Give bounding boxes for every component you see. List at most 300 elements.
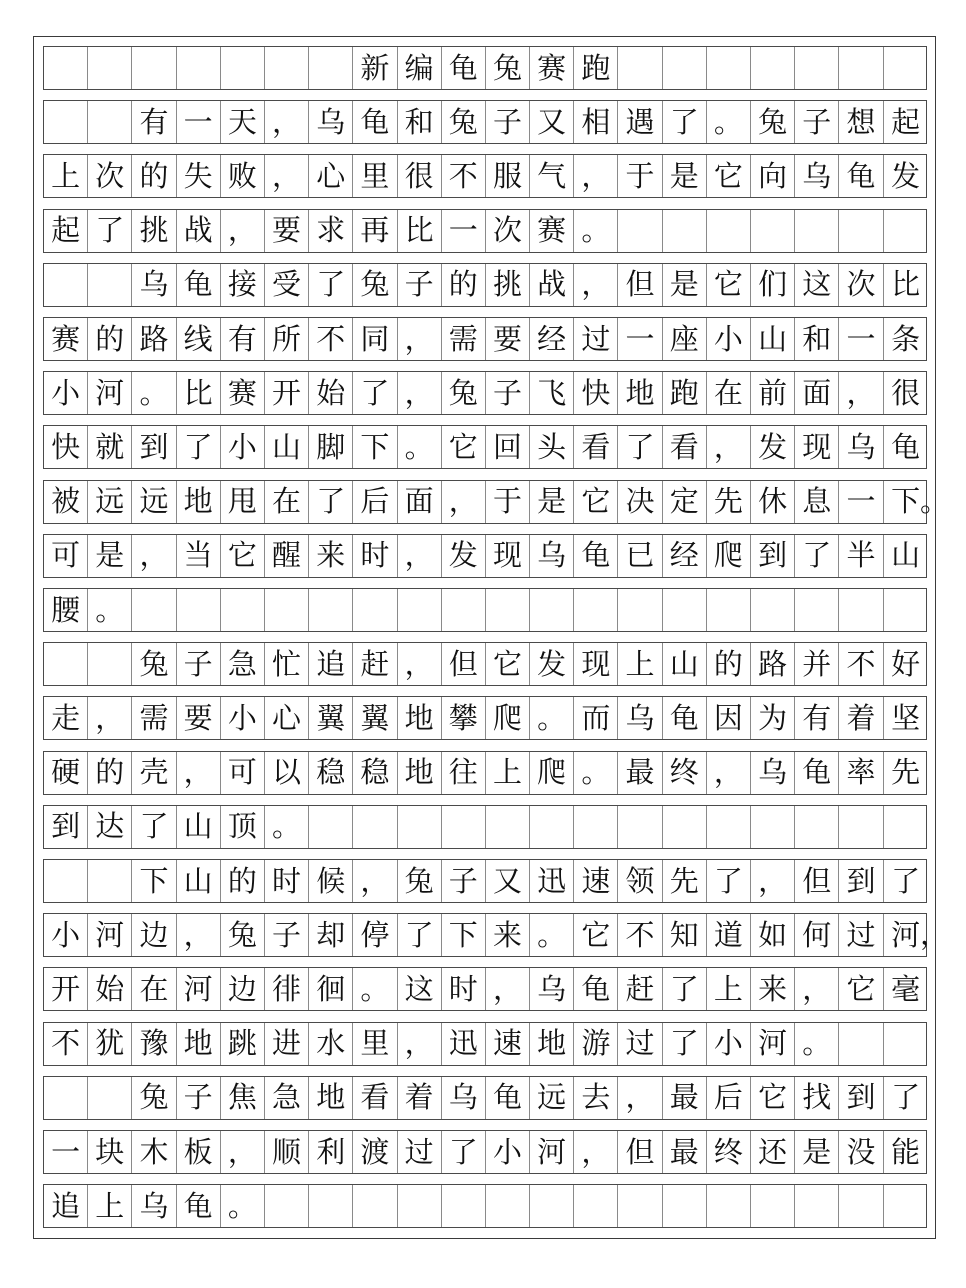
grid-cell-char: 块 [88,1131,132,1173]
grid-cell-char: 可 [44,535,88,577]
grid-cell-char: 顺 [265,1131,309,1173]
grid-cell-char: 龟 [574,535,618,577]
grid-cell-char: 地 [398,752,442,794]
grid-cell-empty [442,806,486,848]
grid-cell-char: ， [442,481,486,523]
grid-cell-char: 头 [530,426,574,468]
grid-cell-char: 乌 [132,1185,176,1227]
grid-cell-char: ， [353,860,397,902]
grid-cell-char: 小 [707,318,751,360]
grid-cell-char: 到 [839,1077,883,1119]
grid-cell-empty [751,806,795,848]
grid-cell-char: 但 [618,264,662,306]
grid-cell-char: 先 [707,481,751,523]
grid-cell-char: 了 [177,426,221,468]
grid-cell-char: ， [707,426,751,468]
grid-row [43,967,927,1011]
grid-cell-char: 它 [442,426,486,468]
grid-cell-char: 山 [751,318,795,360]
grid-cell-char: 兔 [221,914,265,956]
grid-cell-char: 地 [309,1077,353,1119]
grid-cell-char: 了 [618,426,662,468]
grid-cell-char: 乌 [309,101,353,143]
grid-cell-char: 条 [891,321,921,356]
grid-cell-empty [707,210,751,252]
grid-cell-char: 子 [486,101,530,143]
grid-cell-char: 现 [574,643,618,685]
grid-cell-char: 终 [707,1131,751,1173]
grid-cell-char: 山 [663,643,707,685]
grid-cell-empty [309,1185,353,1227]
grid-cell-char: 山 [177,806,221,848]
grid-cell-char: 比 [891,267,921,302]
grid-cell-char: 一 [839,318,883,360]
grid-cell-empty [486,589,530,631]
grid-cell-char: 进 [265,1023,309,1065]
grid-cell-char: 山 [891,538,921,573]
grid-cell-char: 赛 [530,47,574,89]
grid-cell-char: 子 [486,372,530,414]
grid-cell-char: 心 [265,697,309,739]
grid-cell-char: 。 [353,968,397,1010]
grid-cell-empty [839,1023,883,1065]
grid-cell-char: 这 [795,264,839,306]
grid-cell-char: 一 [177,101,221,143]
grid-cell-char: 发 [530,643,574,685]
grid-cell-char: 兔 [398,860,442,902]
grid-row [43,480,927,524]
grid-cell-char: 壳 [132,752,176,794]
grid-cell-empty [309,589,353,631]
grid-cell-char: 爬 [486,697,530,739]
grid-cell-char: 现 [486,535,530,577]
grid-cell-char: 息 [795,481,839,523]
grid-cell-char: 面 [398,481,442,523]
grid-cell-char: 次 [88,155,132,197]
grid-cell-char: 河 [88,914,132,956]
grid-cell-char: 在 [265,481,309,523]
grid-cell-empty [265,1185,309,1227]
grid-cell-char: 走 [44,697,88,739]
grid-cell-char: 迅 [530,860,574,902]
grid-cell-char: 爬 [707,535,751,577]
grid-cell-char: 。 [88,589,132,631]
grid-cell-char: 来 [309,535,353,577]
grid-cell-char: 还 [751,1131,795,1173]
grid-cell-char: 并 [795,643,839,685]
grid-row [43,805,927,849]
grid-cell-char: 发 [442,535,486,577]
grid-cell-char: 能 [891,1134,921,1169]
grid-cell-char: 在 [707,372,751,414]
grid-cell-char: 一 [618,318,662,360]
grid-cell-empty [44,47,88,89]
grid-cell-char: 顶 [221,806,265,848]
grid-cell-char: 经 [663,535,707,577]
grid-cell-char: ， [177,914,221,956]
grid-cell-char: 半 [839,535,883,577]
grid-cell-empty [618,806,662,848]
grid-cell-char: 地 [177,1023,221,1065]
grid-cell-char: 是 [530,481,574,523]
grid-cell-char: 。 [574,752,618,794]
grid-cell-empty [88,101,132,143]
grid-cell-char: 好 [891,646,921,681]
grid-cell-empty [353,806,397,848]
grid-cell-char: 时 [442,968,486,1010]
grid-cell-empty [884,1023,928,1065]
grid-cell-char: 龟 [442,47,486,89]
grid-cell-char: 定 [663,481,707,523]
grid-cell-char: 兔 [132,1077,176,1119]
grid-cell-char: ， [795,968,839,1010]
grid-cell-empty [663,1185,707,1227]
grid-cell-empty [884,1185,928,1227]
grid-cell-char: 地 [177,481,221,523]
grid-cell-empty [839,1185,883,1227]
grid-cell-char: 小 [486,1131,530,1173]
grid-cell-char: 上 [486,752,530,794]
grid-cell-char: 可 [221,752,265,794]
grid-cell-char: 比 [398,210,442,252]
grid-cell-empty [884,47,928,89]
grid-cell-char: 子 [177,1077,221,1119]
grid-cell-char: 过 [839,914,883,956]
grid-cell-char: 次 [839,264,883,306]
grid-cell-empty [707,806,751,848]
grid-cell-char: 脚 [309,426,353,468]
grid-cell-empty [530,1185,574,1227]
grid-cell-char: 龟 [891,429,921,464]
grid-cell-char: ， [839,372,883,414]
grid-cell-char: 它 [574,481,618,523]
grid-cell-char: 被 [44,481,88,523]
grid-cell-char: ， [574,155,618,197]
grid-cell-empty [486,1185,530,1227]
grid-cell-char: 不 [442,155,486,197]
grid-cell-char: 新 [353,47,397,89]
grid-cell-char: 小 [221,426,265,468]
grid-cell-char: 龟 [353,101,397,143]
grid-cell-empty [574,806,618,848]
grid-cell-empty [618,47,662,89]
grid-cell-char: 。 [795,1023,839,1065]
grid-cell-char: 相 [574,101,618,143]
grid-cell-char: 很 [398,155,442,197]
grid-cell-char: ， [574,264,618,306]
grid-cell-char: ， [574,1131,618,1173]
grid-cell-char: 后 [353,481,397,523]
grid-cell-char: 时 [265,860,309,902]
grid-cell-empty [884,806,928,848]
grid-cell-empty [751,47,795,89]
grid-cell-char: 面 [795,372,839,414]
grid-cell-char: 它 [707,264,751,306]
grid-cell-char: 们 [751,264,795,306]
grid-cell-char: ， [398,643,442,685]
grid-cell-char: 上 [707,968,751,1010]
grid-cell-char: 没 [839,1131,883,1173]
grid-cell-char: 稳 [309,752,353,794]
grid-cell-char: 地 [398,697,442,739]
grid-cell-char: ， [707,752,751,794]
grid-cell-char: 编 [398,47,442,89]
grid-cell-char: 来 [751,968,795,1010]
grid-cell-char: 腰 [44,589,88,631]
grid-cell-char: 领 [618,860,662,902]
grid-cell-empty [353,1185,397,1227]
grid-cell-char: 飞 [530,372,574,414]
grid-cell-empty [398,1185,442,1227]
grid-cell-empty [221,589,265,631]
grid-cell-char: 需 [132,697,176,739]
grid-cell-char: 受 [265,264,309,306]
grid-cell-char: 速 [486,1023,530,1065]
grid-cell-empty [663,806,707,848]
grid-cell-empty [795,806,839,848]
grid-cell-char: 天 [221,101,265,143]
grid-cell-char: 毫 [891,971,921,1006]
grid-cell-char: 到 [132,426,176,468]
grid-cell-char: 赶 [618,968,662,1010]
grid-cell-char: 快 [574,372,618,414]
grid-cell-char: 快 [44,426,88,468]
grid-cell-char: 攀 [442,697,486,739]
grid-row [43,209,927,253]
grid-cell-char: 乌 [132,264,176,306]
grid-cell-char: 为 [751,697,795,739]
grid-cell-empty [265,47,309,89]
grid-cell-char: 到 [839,860,883,902]
grid-row [43,425,927,469]
grid-row [43,1184,927,1228]
grid-cell-char: 里 [353,155,397,197]
grid-row [43,859,927,903]
grid-cell-char: 气 [530,155,574,197]
grid-cell-char: ， [751,860,795,902]
grid-cell-char: 了 [891,863,921,898]
grid-cell-char: ， [132,535,176,577]
grid-row [43,751,927,795]
grid-cell-char: 同 [353,318,397,360]
grid-row [43,263,927,307]
grid-cell-char: 和 [795,318,839,360]
grid-cell-char: 座 [663,318,707,360]
grid-cell-char: 求 [309,210,353,252]
grid-cell-char: 了 [309,481,353,523]
grid-cell-char: 乌 [442,1077,486,1119]
grid-cell-char: 渡 [353,1131,397,1173]
grid-cell-char: 了 [663,968,707,1010]
grid-cell-empty [132,47,176,89]
grid-cell-char: 在 [132,968,176,1010]
grid-cell-char: 始 [88,968,132,1010]
grid-cell-empty [707,589,751,631]
grid-cell-empty [442,589,486,631]
grid-cell-char: 乌 [530,968,574,1010]
grid-cell-char: 要 [265,210,309,252]
grid-cell-char: 豫 [132,1023,176,1065]
grid-cell-empty [398,589,442,631]
grid-cell-char: 却 [309,914,353,956]
grid-cell-char: 的 [442,264,486,306]
grid-cell-char: 。 [132,372,176,414]
grid-cell-char: 甩 [221,481,265,523]
grid-cell-char: 是 [795,1131,839,1173]
grid-row [43,1076,927,1120]
grid-cell-char: 远 [88,481,132,523]
grid-cell-char: 。 [530,914,574,956]
grid-cell-char: 最 [618,752,662,794]
grid-cell-char: 里 [353,1023,397,1065]
grid-cell-char: 了 [891,1080,921,1115]
grid-cell-char: 远 [132,481,176,523]
grid-cell-char: 路 [751,643,795,685]
margin-punctuation: 。 [920,483,950,518]
grid-cell-char: ， [398,1023,442,1065]
grid-cell-empty [88,47,132,89]
grid-cell-char: 是 [88,535,132,577]
grid-row [43,696,927,740]
grid-cell-char: 急 [265,1077,309,1119]
grid-cell-char: 比 [177,372,221,414]
grid-cell-char: 到 [44,806,88,848]
grid-cell-char: 小 [44,914,88,956]
grid-cell-char: 但 [618,1131,662,1173]
grid-cell-char: 这 [398,968,442,1010]
grid-cell-empty [795,47,839,89]
grid-cell-char: 河 [177,968,221,1010]
grid-cell-char: 就 [88,426,132,468]
grid-cell-empty [618,1185,662,1227]
grid-cell-char: 小 [44,372,88,414]
grid-cell-char: 利 [309,1131,353,1173]
grid-row [43,1130,927,1174]
grid-cell-char: 的 [88,752,132,794]
grid-cell-empty [530,806,574,848]
grid-cell-empty [839,806,883,848]
grid-cell-char: 了 [663,101,707,143]
grid-cell-char: 过 [574,318,618,360]
grid-cell-char: ， [398,318,442,360]
grid-cell-char: 看 [353,1077,397,1119]
grid-cell-char: 龟 [574,968,618,1010]
grid-cell-char: 经 [530,318,574,360]
grid-cell-char: 不 [839,643,883,685]
grid-cell-char: 龟 [839,155,883,197]
grid-cell-char: 上 [44,155,88,197]
grid-cell-empty [88,860,132,902]
grid-cell-char: 所 [265,318,309,360]
grid-cell-char: 了 [707,860,751,902]
grid-cell-empty [707,1185,751,1227]
grid-cell-char: 又 [530,101,574,143]
grid-cell-char: 很 [891,375,921,410]
grid-cell-char: 时 [353,535,397,577]
grid-cell-empty [442,1185,486,1227]
grid-cell-char: 知 [663,914,707,956]
grid-cell-char: 达 [88,806,132,848]
grid-cell-char: 着 [839,697,883,739]
grid-cell-char: 速 [574,860,618,902]
grid-cell-char: 以 [265,752,309,794]
grid-cell-char: ， [177,752,221,794]
grid-cell-char: 候 [309,860,353,902]
grid-cell-char: 先 [891,755,921,790]
grid-cell-char: 徘 [265,968,309,1010]
grid-cell-char: 最 [663,1077,707,1119]
grid-cell-empty [574,589,618,631]
grid-cell-char: 。 [574,210,618,252]
grid-cell-char: 了 [309,264,353,306]
grid-cell-empty [88,264,132,306]
grid-cell-char: 有 [221,318,265,360]
grid-cell-char: 游 [574,1023,618,1065]
grid-cell-empty [839,47,883,89]
grid-cell-char: 下 [353,426,397,468]
grid-cell-char: 了 [353,372,397,414]
grid-cell-char: 子 [398,264,442,306]
grid-cell-char: 水 [309,1023,353,1065]
grid-cell-char: 起 [891,104,921,139]
grid-cell-char: 硬 [44,752,88,794]
grid-cell-char: 何 [795,914,839,956]
grid-cell-char: 跑 [574,47,618,89]
grid-cell-char: 追 [309,643,353,685]
grid-cell-char: ， [486,968,530,1010]
grid-row [43,317,927,361]
grid-cell-char: 远 [530,1077,574,1119]
grid-cell-char: 子 [795,101,839,143]
grid-cell-char: 过 [398,1131,442,1173]
grid-cell-char: 是 [663,264,707,306]
grid-cell-char: 急 [221,643,265,685]
grid-cell-char: 过 [618,1023,662,1065]
grid-cell-char: 它 [574,914,618,956]
grid-cell-char: 休 [751,481,795,523]
grid-cell-char: 向 [751,155,795,197]
grid-cell-char: 看 [663,426,707,468]
grid-cell-char: ， [265,101,309,143]
grid-cell-char: 子 [265,914,309,956]
grid-cell-char: 上 [88,1185,132,1227]
grid-cell-char: 往 [442,752,486,794]
grid-cell-empty [88,643,132,685]
grid-cell-char: 先 [663,860,707,902]
grid-cell-empty [839,589,883,631]
grid-cell-char: 是 [663,155,707,197]
grid-cell-char: 不 [44,1023,88,1065]
grid-cell-char: 和 [398,101,442,143]
grid-cell-char: 停 [353,914,397,956]
grid-cell-char: 决 [618,481,662,523]
grid-cell-empty [44,860,88,902]
grid-cell-char: 河 [530,1131,574,1173]
grid-cell-char: 了 [442,1131,486,1173]
grid-cell-char: ， [618,1077,662,1119]
grid-cell-char: 后 [707,1077,751,1119]
grid-cell-char: 开 [265,372,309,414]
grid-cell-char: 河 [751,1023,795,1065]
grid-cell-char: 线 [177,318,221,360]
grid-cell-empty [132,589,176,631]
grid-cell-char: 率 [839,752,883,794]
grid-cell-char: 终 [663,752,707,794]
grid-cell-char: 龟 [486,1077,530,1119]
grid-cell-char: 下 [442,914,486,956]
grid-cell-char: 。 [398,426,442,468]
grid-cell-empty [618,210,662,252]
